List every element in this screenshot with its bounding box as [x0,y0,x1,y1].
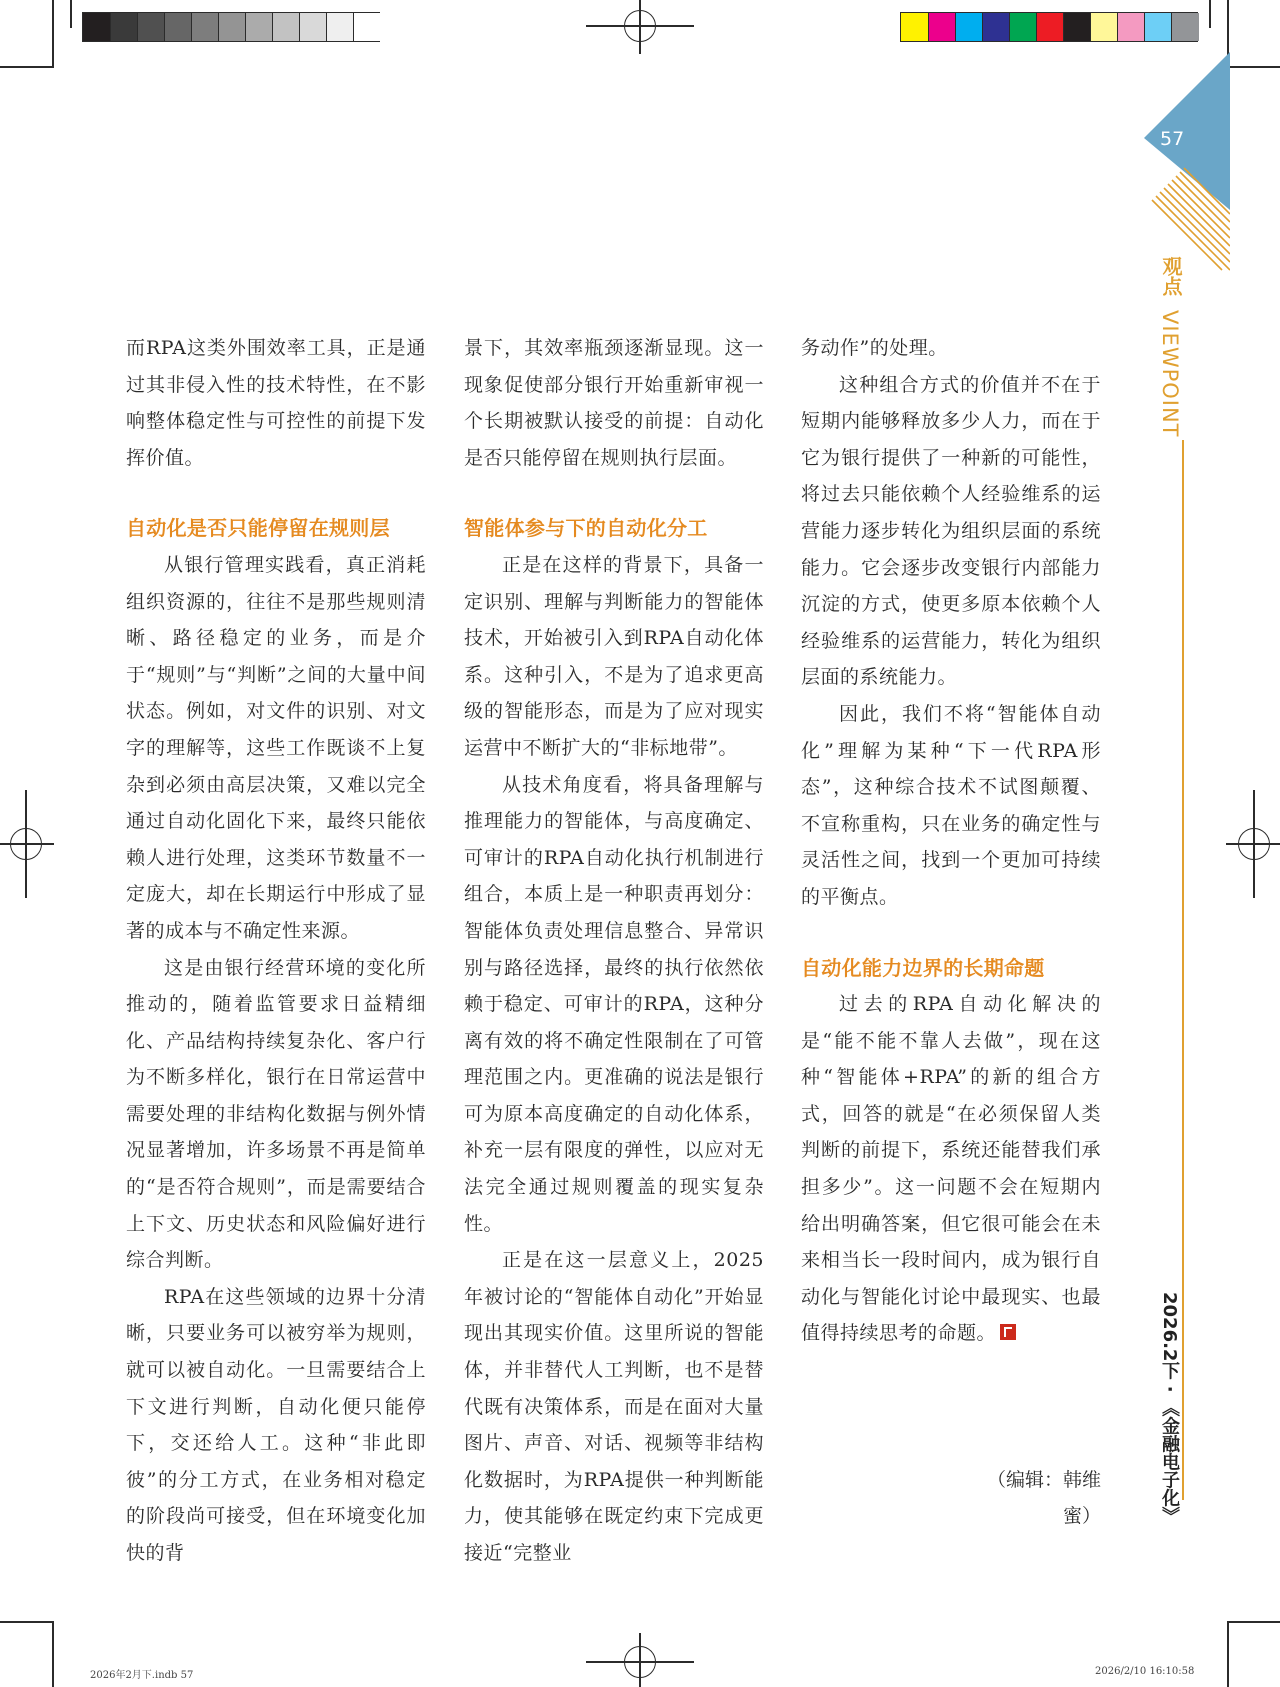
section-label-en: VIEWPOINT [1158,310,1182,438]
issue-label [1156,1292,1182,1525]
paragraph: 正是在这样的背景下，具备一定识别、理解与判断能力的智能体技术，开始被引入到RPA自动化体系。这种引入，不是为了追求更高级的智能形态，而是为了应对现实运营中不断扩大的“非标地带”。 [464,553,764,759]
swatch [245,13,273,41]
swatch [901,13,928,41]
article-column-3 [801,330,1101,1352]
color-bar [900,12,1198,42]
page-number: 57 [1160,128,1185,150]
journal-name: 《金融电子化》 [1159,1398,1180,1525]
gold-rule [1182,440,1184,1500]
footer-timestamp: 2026/2/10 16:10:58 [1095,1666,1195,1677]
swatch [1144,13,1172,41]
swatch [1036,13,1064,41]
end-mark-icon [1000,1324,1016,1340]
swatch [353,13,381,41]
swatch [928,13,956,41]
section-heading: 智能体参与下的自动化分工 [464,516,708,541]
swatch [1117,13,1145,41]
swatch [1009,13,1037,41]
swatch [299,13,327,41]
paragraph: 而RPA这类外围效率工具，正是通过其非侵入性的技术特性，在不影响整体稳定性与可控性的前提下发挥价值。 [126,337,426,469]
paragraph: 从银行管理实践看，真正消耗组织资源的，往往不是那些规则清晰、路径稳定的业务，而是介于“规则”与“判断”之间的大量中间状态。例如，对文件的识别、对文字的理解等，这些工作既谈不上复杂到必须由高层决策，又难以完全通过自动化固化下来，最终只能依赖人进行处理，这类环节数量不一定庞大，却在长期运行中形成了显著的成本与不确定性来源。 [126,553,426,942]
swatch [191,13,219,41]
paragraph: 景下，其效率瓶颈逐渐显现。这一现象促使部分银行开始重新审视一个长期被默认接受的前提：自动化是否只能停留在规则执行层面。 [464,337,764,469]
swatch [955,13,983,41]
swatch [218,13,246,41]
swatch [982,13,1010,41]
issue-date: 2026.2下 [1159,1292,1180,1380]
swatch [326,13,354,41]
paragraph: 务动作”的处理。 [801,337,948,359]
swatch [137,13,165,41]
grayscale-bar [82,12,380,42]
paragraph-text: 过去的RPA自动化解决的是“能不能不靠人去做”，现在这种“智能体+RPA”的新的组合方式，回答的就是“在必须保留人类判断的前提下，系统还能替我们承担多少”。这一问题不会在短期内给出明确答案，但它很可能会在未来相当长一段时间内，成为银行自动化与智能化讨论中最现实、也最值得持续思考的命题。 [801,993,1101,1345]
swatch [1063,13,1091,41]
corner-triangle [1140,52,1230,282]
paragraph: RPA在这些领域的边界十分清晰，只要业务可以被穷举为规则，就可以被自动化。一旦需要结合上下文进行判断，自动化便只能停下，交还给人工。这种“非此即彼”的分工方式，在业务相对稳定的阶段尚可接受，但在环境变化加快的背 [126,1285,426,1564]
article-column-1 [126,330,426,1572]
paragraph: 正是在这一层意义上，2025年被讨论的“智能体自动化”开始显现出其现实价值。这里所说的智能体，并非替代人工判断，也不是替代既有决策体系，而是在面对大量图片、声音、对话、视频等非结构化数据时，为RPA提供一种判断能力，使其能够在既定约束下完成更接近“完整业 [464,1249,764,1564]
swatch [83,13,110,41]
paragraph [801,986,1101,1352]
footer-file: 2026年2月下.indb 57 [90,1670,194,1681]
swatch [1090,13,1118,41]
swatch [110,13,138,41]
paragraph: 从技术角度看，将具备理解与推理能力的智能体，与高度确定、可审计的RPA自动化执行机制进行组合，本质上是一种职责再划分：智能体负责处理信息整合、异常识别与路径选择，最终的执行依然依赖于稳定、可审计的RPA，这种分离有效的将不确定性限制在了可管理范围之内。更准确的说法是银行可为原本高度确定的自动化体系，补充一层有限度的弹性，以应对无法完全通过规则覆盖的现实复杂性。 [464,773,764,1235]
paragraph: 因此，我们不将“智能体自动化”理解为某种“下一代RPA形态”，这种综合技术不试图颠覆、不宣称重构，只在业务的确定性与灵活性之间，找到一个更加可持续的平衡点。 [801,702,1101,908]
paragraph: 这是由银行经营环境的变化所推动的，随着监管要求日益精细化、产品结构持续复杂化、客户行为不断多样化，银行在日常运营中需要处理的非结构化数据与例外情况显著增加，许多场景不再是简单的“是否符合规则”，而是需要结合上下文、历史状态和风险偏好进行综合判断。 [126,956,426,1272]
section-label-cn: 观点 [1159,256,1183,296]
issue-separator: · [1159,1379,1180,1399]
section-heading: 自动化是否只能停留在规则层 [126,516,390,541]
article-column-2 [464,330,764,1572]
paragraph: 这种组合方式的价值并不在于短期内能够释放多少人力，而在于它为银行提供了一种新的可能性，将过去只能依赖个人经验维系的运营能力逐步转化为组织层面的系统能力。它会逐步改变银行内部能力沉淀的方式，使更多原本依赖个人经验维系的运营能力，转化为组织层面的系统能力。 [801,373,1101,689]
swatch [1171,13,1199,41]
editor-credit: （编辑：韩维蜜） [986,1469,1101,1527]
swatch [164,13,192,41]
swatch [272,13,300,41]
section-heading: 自动化能力边界的长期命题 [801,955,1045,980]
